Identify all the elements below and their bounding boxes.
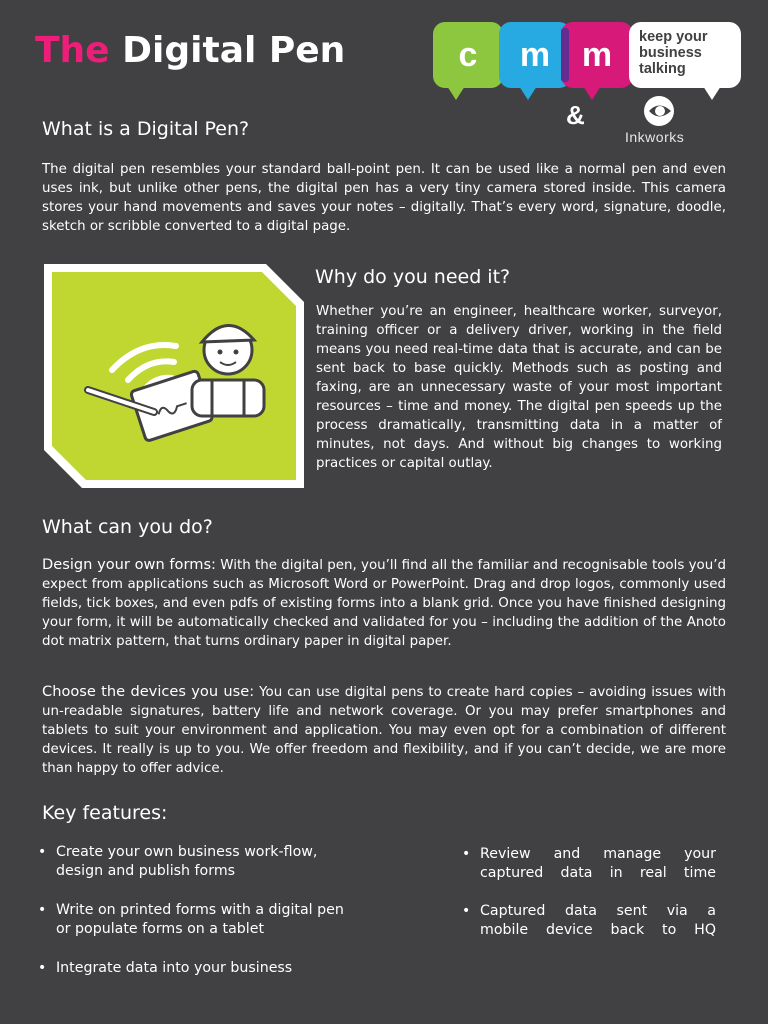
feature-item: [462, 902, 716, 940]
logo-bubble-tail-m1: [519, 86, 537, 100]
logo-bubble-tail-c: [447, 86, 465, 100]
feature-item-line: or populate forms on a tablet: [56, 921, 265, 937]
logo-tagline-line-3: talking: [639, 61, 686, 77]
logo-letter-m2: m: [581, 35, 613, 74]
logo-bubble-c: [433, 22, 503, 88]
logo-tagline-line-1: keep your: [639, 29, 708, 45]
title-main: Digital Pen: [122, 30, 346, 71]
design-forms-label: Design your own forms:: [42, 556, 216, 573]
heading-what-can-do: What can you do?: [42, 516, 213, 538]
title-accent: The: [35, 30, 110, 71]
heading-why-need: Why do you need it?: [315, 266, 511, 288]
feature-item-line: captured data in real time: [480, 865, 716, 881]
inkworks-eye-icon: [641, 95, 677, 127]
logo-tagline-bubble: [629, 22, 741, 88]
choose-devices-body: You can use digital pens to create hard copies – avoiding issues with un-readable signatures, battery life and network coverage. Or you may prefer smartphones and tablets to suit your environment and application. You may even opt for a combination of different devices. It really is up to you. We offer freedom and flexibility, and if you can’t decide, we are more than happy to offer advice.: [42, 685, 726, 776]
logo-letter-c: c: [458, 35, 478, 74]
logo-letter-m1: m: [519, 35, 551, 74]
feature-item: [38, 959, 396, 978]
paragraph-choose-devices: [42, 682, 726, 778]
feature-item-line: design and publish forms: [56, 863, 236, 879]
choose-devices-label: Choose the devices you use:: [42, 683, 255, 700]
feature-item: [38, 843, 396, 881]
logo-overlap-strip: [561, 28, 569, 82]
paragraph-what-is: The digital pen resembles your standard ball-point pen. It can be used like a normal pen and even uses ink, but unlike other pens, the digital pen has a very tiny camera stored inside. This camera stores your hand movements and saves your notes – digitally. That’s every word, signature, doodle, sketch or scribble converted to a digital page.: [42, 162, 726, 234]
feature-item-line: • Write on printed forms with a digital pen: [56, 902, 344, 918]
logo-bubble-tail-tagline: [703, 86, 721, 100]
paragraph-design-forms: [42, 555, 726, 651]
feature-item: [38, 901, 396, 939]
feature-item: [462, 845, 716, 883]
feature-item-line: mobile device back to HQ: [480, 922, 716, 938]
heading-key-features: Key features:: [42, 802, 168, 824]
paragraph-why-need: Whether you’re an engineer, healthcare worker, surveyor, training officer or a delivery driver, working in the field means you need real-time data that is accurate, and can be sent back to base quickly. Methods such as posting and faxing, are an unnecessary waste of your most important resources – time and money. The digital pen speeds up the process dramatically, transmitting data in a matter of minutes, not days. And without big changes to working practices or capital outlay.: [316, 304, 722, 471]
logo-bubble-tail-m2: [583, 86, 601, 100]
cmm-logo: [433, 22, 745, 150]
design-forms-body: With the digital pen, you’ll find all the familiar and recognisable tools you’d expect from applications such as Microsoft Word or PowerPoint. Drag and drop logos, commonly used fields, tick boxes, and even pdfs of existing forms into a blank grid. Once you have finished designing your form, it will be automatically checked and validated for you – including the addition of the Anoto dot matrix pattern, that turns ordinary paper in digital paper.: [42, 558, 726, 649]
feature-item-line: • Review and manage your: [480, 846, 716, 862]
feature-item-line: • Create your own business work-flow,: [56, 844, 318, 860]
page-title: [35, 30, 345, 71]
logo-bubble-m2: [561, 22, 633, 88]
feature-item-line: • Captured data sent via a: [480, 903, 716, 919]
heading-what-is: What is a Digital Pen?: [42, 118, 250, 140]
ampersand: &: [566, 100, 585, 130]
feature-item-line: • Integrate data into your business: [56, 960, 293, 976]
worker-with-digital-pen-icon: [42, 262, 306, 490]
logo-tagline-line-2: business: [639, 45, 702, 61]
inkworks-label: Inkworks: [625, 129, 685, 145]
